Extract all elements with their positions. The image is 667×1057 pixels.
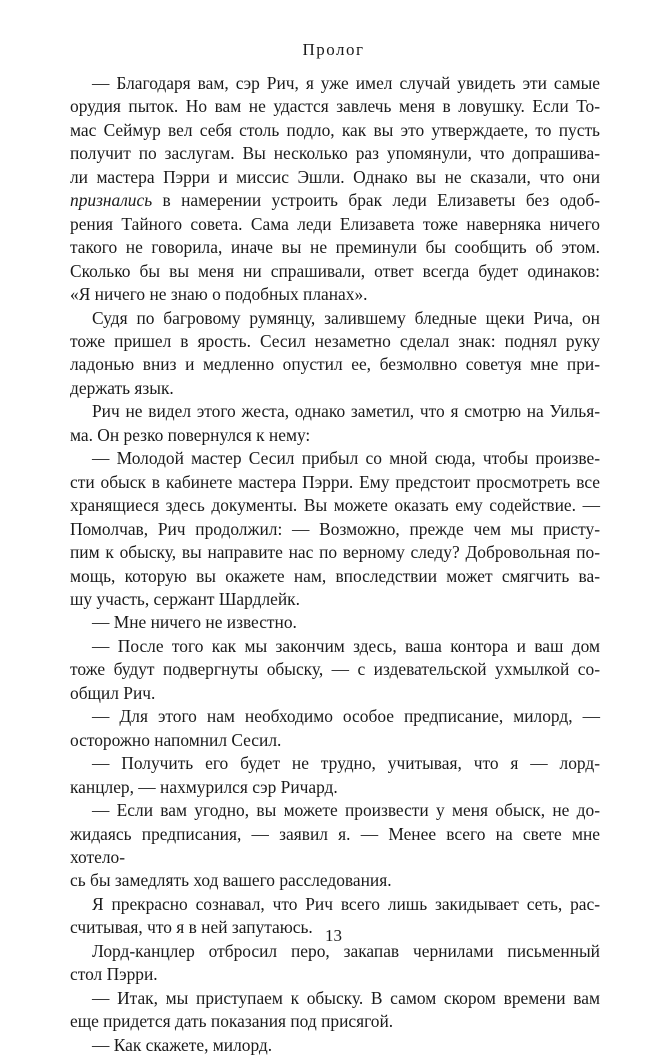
text-line: — Получить его будет не трудно, учитывая, что я — лорд-: [92, 753, 600, 774]
text-line: шу участь, сержант Шардлейк.: [70, 588, 300, 609]
text-line: тоже будут подвергнуты обыску, — с издевательской ухмылкой со-: [70, 659, 600, 680]
paragraph: [70, 72, 600, 307]
text-line: ладонью вниз и медленно опустил ее, безмолвно советуя мне при-: [70, 354, 600, 375]
text-line: — Итак, мы приступаем к обыску. В самом скором времени вам: [92, 987, 600, 1008]
text-line: осторожно напомнил Сесил.: [70, 729, 282, 750]
text-line: Сколько бы вы меня ни спрашивали, ответ всегда будет одинаков:: [70, 260, 600, 281]
paragraph: [70, 987, 600, 1034]
text-line: хранящиеся здесь документы. Вы можете оказать ему содействие. —: [70, 495, 600, 516]
paragraph: [70, 611, 600, 634]
paragraph: [70, 447, 600, 611]
text-line: Я прекрасно сознавал, что Рич всего лишь закидывает сеть, рас-: [92, 893, 600, 914]
paragraph: [70, 307, 600, 401]
page-number: 13: [325, 926, 342, 945]
paragraph: [70, 940, 600, 987]
text-line: — После того как мы закончим здесь, ваша контора и ваш дом: [92, 635, 600, 656]
emphasis: признались: [70, 190, 153, 211]
page-body: [70, 72, 600, 1057]
text-line: тоже пришел в ярость. Сесил незаметно сделал знак: поднял руку: [70, 330, 600, 351]
text-line: получит по заслугам. Вы несколько раз упомянули, что допрашива-: [70, 143, 600, 164]
text-line: еще придется дать показания под присягой.: [70, 1011, 394, 1032]
running-head: Пролог: [302, 40, 365, 59]
text-line: «Я ничего не знаю о подобных планах».: [70, 284, 368, 305]
paragraph: [70, 705, 600, 752]
text-line: мас Сеймур вел себя столь подло, как вы это утверждаете, то пусть: [70, 119, 600, 140]
text-line: ма. Он резко повернулся к нему:: [70, 424, 311, 445]
paragraph: [70, 799, 600, 893]
text-line: — Благодаря вам, сэр Рич, я уже имел случай увидеть эти самые: [92, 73, 600, 93]
text-line: жидаясь предписания, — заявил я. — Менее всего на свете мне хотело-: [70, 823, 600, 867]
text-line: рения Тайного совета. Сама леди Елизавета тоже наверняка ничего: [70, 213, 600, 234]
text-line: держать язык.: [70, 377, 174, 398]
text-line: — Для этого нам необходимо особое предписание, милорд, —: [92, 706, 600, 727]
text-line: считывая, что я в ней запутаюсь.: [70, 917, 313, 938]
text-line: Рич не видел этого жеста, однако заметил, что я смотрю на Уилья-: [92, 401, 600, 422]
text-line: Помолчав, Рич продолжил: — Возможно, прежде чем мы присту-: [70, 518, 600, 539]
text-line: Судя по багровому румянцу, залившему бледные щеки Рича, он: [92, 307, 600, 328]
text-line: канцлер, — нахмурился сэр Ричард.: [70, 776, 338, 797]
text-line: признались в намерении устроить брак леди Елизаветы без одоб-: [70, 190, 600, 211]
paragraph: [70, 400, 600, 447]
text-line: орудия пыток. Но вам не удастся завлечь меня в ловушку. Если То-: [70, 96, 600, 117]
text-line: мощь, которую вы окажете нам, впоследствии может смягчить ва-: [70, 565, 600, 586]
text-line: сти обыск в кабинете мастера Пэрри. Ему предстоит просмотреть все: [70, 471, 600, 492]
paragraph: [70, 1034, 600, 1057]
paragraph: [70, 752, 600, 799]
paragraph: [70, 635, 600, 705]
text-line: сь бы замедлять ход вашего расследования.: [70, 870, 392, 891]
text-line: Лорд-канцлер отбросил перо, закапав чернилами письменный: [92, 940, 600, 961]
text-line: — Как скажете, милорд.: [92, 1034, 273, 1055]
text-line: — Мне ничего не известно.: [92, 612, 297, 633]
text-line: — Молодой мастер Сесил прибыл со мной сюда, чтобы произве-: [92, 448, 600, 469]
text-line: такого не говорила, иначе вы не преминули бы сообщить об этом.: [70, 237, 600, 258]
text-line: ли мастера Пэрри и миссис Эшли. Однако вы не сказали, что они: [70, 166, 600, 187]
text-line: стол Пэрри.: [70, 964, 158, 985]
text-line: общил Рич.: [70, 682, 156, 703]
text-line: пим к обыску, вы направите нас по верному следу? Добровольная по-: [70, 542, 600, 563]
text-line: — Если вам угодно, вы можете произвести у меня обыск, не до-: [92, 800, 600, 821]
